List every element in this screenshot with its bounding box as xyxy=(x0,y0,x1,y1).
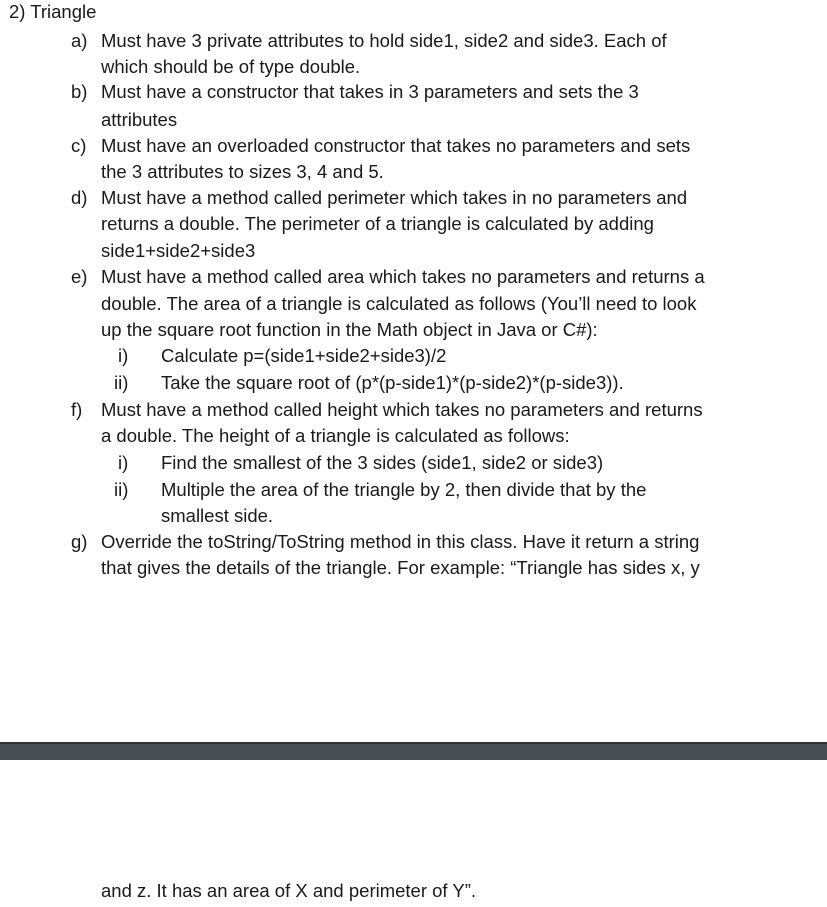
item-b-line-1: Must have a constructor that takes in 3 parameters and sets the 3 xyxy=(101,81,639,102)
item-f-line-1: Must have a method called height which takes no parameters and returns xyxy=(101,399,703,420)
page-break-divider xyxy=(0,742,827,760)
item-d-line-3: side1+side2+side3 xyxy=(101,240,256,261)
item-g-line-2: that gives the details of the triangle. For example: “Triangle has sides x, y xyxy=(101,557,700,578)
item-f-sub-ii-label: ii) xyxy=(114,479,129,500)
item-c-line-1: Must have an overloaded constructor that takes no parameters and sets xyxy=(101,135,691,156)
item-a-line-2: which should be of type double. xyxy=(101,56,361,77)
item-d-line-2: returns a double. The perimeter of a triangle is calculated by adding xyxy=(101,213,654,234)
item-e-sub-ii-line-1: Take the square root of (p*(p-side1)*(p-side2)*(p-side3)). xyxy=(161,372,624,393)
item-f-label: f) xyxy=(71,399,83,420)
item-a-line-1: Must have 3 private attributes to hold side1, side2 and side3. Each of xyxy=(101,30,667,51)
document-page-2 xyxy=(0,760,827,907)
item-e-sub-ii-label: ii) xyxy=(114,372,129,393)
item-f-sub-i-label: i) xyxy=(118,452,129,473)
item-e-sub-i-line-1: Calculate p=(side1+side2+side3)/2 xyxy=(161,345,447,366)
item-f-sub-ii-line-1: Multiple the area of the triangle by 2, then divide that by the xyxy=(161,479,647,500)
item-e-sub-i-label: i) xyxy=(118,345,129,366)
item-c-label: c) xyxy=(71,135,87,156)
item-f-sub-ii-line-2: smallest side. xyxy=(161,505,274,526)
item-d-label: d) xyxy=(71,187,88,208)
item-e-line-1: Must have a method called area which takes no parameters and returns a xyxy=(101,266,705,287)
item-a-label: a) xyxy=(71,30,88,51)
continuation-line: and z. It has an area of X and perimeter of Y”. xyxy=(101,880,477,901)
item-e-line-2: double. The area of a triangle is calculated as follows (You’ll need to look xyxy=(101,293,697,314)
section-heading: 2) Triangle xyxy=(9,1,97,22)
item-g-line-1: Override the toString/ToString method in this class. Have it return a string xyxy=(101,531,700,552)
item-d-line-1: Must have a method called perimeter which takes in no parameters and xyxy=(101,187,688,208)
item-b-line-2: attributes xyxy=(101,109,178,130)
item-f-sub-i-line-1: Find the smallest of the 3 sides (side1, side2 or side3) xyxy=(161,452,604,473)
item-f-line-2: a double. The height of a triangle is calculated as follows: xyxy=(101,425,570,446)
item-b-label: b) xyxy=(71,81,88,102)
item-g-label: g) xyxy=(71,531,88,552)
item-e-line-3: up the square root function in the Math object in Java or C#): xyxy=(101,319,598,340)
item-e-label: e) xyxy=(71,266,88,287)
item-c-line-2: the 3 attributes to sizes 3, 4 and 5. xyxy=(101,161,384,182)
